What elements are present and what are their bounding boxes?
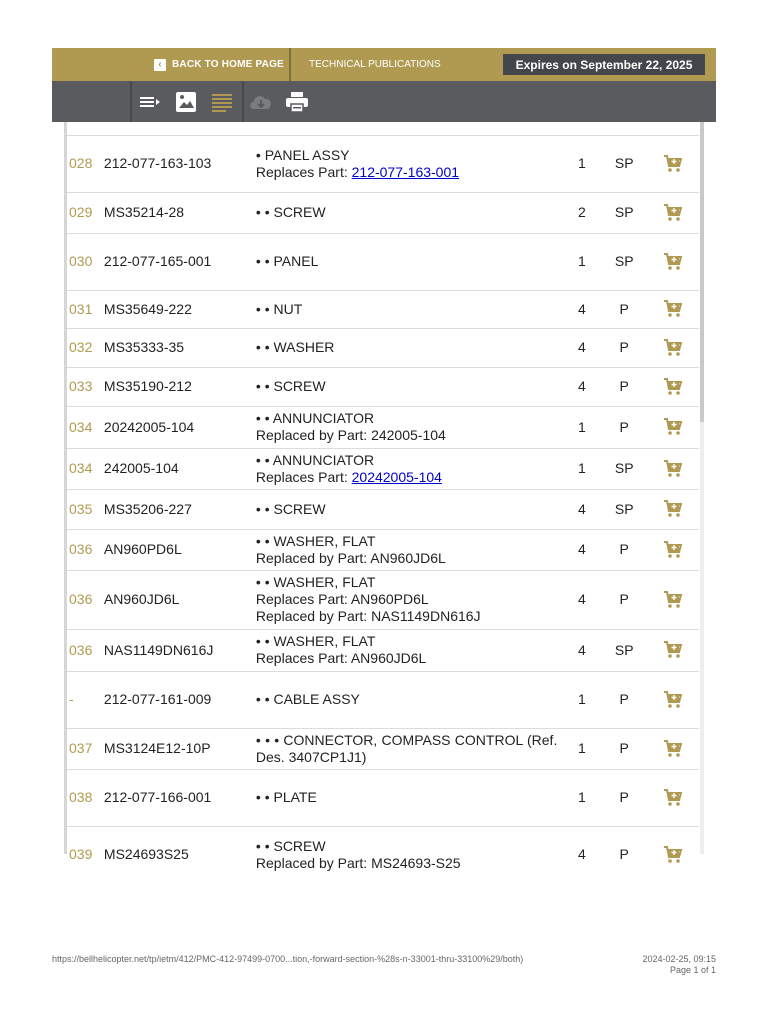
add-to-cart-button[interactable] [648,529,699,570]
table-row [67,233,699,290]
part-number: MS35190-212 [104,367,256,406]
quantity: 1 [563,233,600,290]
description-line: • • PANEL [255,253,319,269]
part-description [256,135,563,192]
table-row [67,406,699,448]
sm-code: SP [601,135,648,192]
description-line: Replaced by Part: 242005-104 [255,427,446,443]
cart-icon[interactable] [663,740,683,758]
table-row-partial [67,122,699,135]
sm-code: SP [601,489,648,529]
part-description [256,489,563,529]
table-row [67,448,699,489]
part-number: 20242005-104 [104,406,256,448]
description-line: Replaces Part: AN960JD6L [255,650,427,666]
part-number: MS35333-35 [104,328,256,367]
cart-icon[interactable] [663,253,683,271]
add-to-cart-button[interactable] [648,489,699,529]
part-description [256,769,563,826]
cart-icon[interactable] [663,204,683,222]
part-number: NAS1149DN616J [104,629,256,671]
sm-code: P [601,328,648,367]
add-to-cart-button[interactable] [648,328,699,367]
cart-icon[interactable] [663,500,683,518]
add-to-cart-button[interactable] [648,728,699,769]
part-number: MS3124E12-10P [104,728,256,769]
item-number: 038 [67,769,104,826]
toolbar-divider [242,81,244,122]
quantity: 1 [563,448,600,489]
cart-icon[interactable] [663,418,683,436]
parts-table [67,122,699,883]
sm-code: SP [601,629,648,671]
replaces-part-line [256,164,563,181]
part-number: 212-077-161-009 [104,671,256,728]
replaces-part-label: Replaces Part: [255,163,352,180]
item-number: 037 [67,728,104,769]
part-description [256,367,563,406]
quantity: 4 [563,489,600,529]
item-number: 036 [67,629,104,671]
item-number: 030 [67,233,104,290]
quantity: 1 [563,728,600,769]
add-to-cart-button[interactable] [648,769,699,826]
footer-url: https://bellhelicopter.net/tp/ietm/412/PMC-412-97499-0700...tion,-forward-section-%28s-n-33001-thru-33100%29/both) [52,954,524,964]
cart-icon[interactable] [663,378,683,396]
table-row [67,529,699,570]
description-line: • • ANNUNCIATOR [255,410,375,426]
part-description [256,728,563,769]
cart-icon[interactable] [663,641,683,659]
cart-icon[interactable] [663,541,683,559]
part-description [256,328,563,367]
table-row [67,489,699,529]
description-line: • • CABLE ASSY [255,691,360,707]
description-line: • • SCREW [255,837,326,854]
description-line: • • • CONNECTOR, COMPASS CONTROL (Ref. Des. 3407CP1J1) [255,731,558,765]
sm-code: SP [601,233,648,290]
item-number: 036 [67,529,104,570]
item-number: 034 [67,448,104,489]
expiration-badge: Expires on September 22, 2025 [503,54,705,75]
toolbar-divider [130,81,132,122]
add-to-cart-button[interactable] [648,233,699,290]
description-line: • • SCREW [255,378,326,394]
table-row [67,192,699,233]
add-to-cart-button[interactable] [648,192,699,233]
replaces-part-link[interactable]: 212-077-163-001 [351,163,460,180]
cart-icon[interactable] [663,846,683,864]
table-row [67,290,699,328]
quantity: 4 [563,290,600,328]
part-number: 212-077-166-001 [104,769,256,826]
description-line: • • WASHER, FLAT [255,574,376,590]
description-line: Replaced by Part: MS24693-S25 [255,854,461,871]
item-number: 034 [67,406,104,448]
header-divider [289,48,291,81]
item-number: 031 [67,290,104,328]
download-cloud-icon[interactable] [248,91,270,113]
quantity: 2 [563,192,600,233]
part-number: 212-077-165-001 [104,233,256,290]
table-row [67,671,699,728]
back-to-home-link[interactable] [154,48,284,81]
description-line: Replaces Part: AN960PD6L [255,591,429,607]
quantity: 1 [563,769,600,826]
quantity: 4 [563,328,600,367]
item-number: 029 [67,192,104,233]
table-row [67,728,699,769]
technical-publications-link[interactable]: TECHNICAL PUBLICATIONS [309,59,441,70]
table-row [67,826,699,883]
cart-icon[interactable] [663,460,683,478]
sm-code: P [601,826,648,883]
part-description [256,570,563,629]
description-line: • • SCREW [255,204,326,220]
part-number: 212-077-163-103 [104,135,256,192]
table-row [67,629,699,671]
part-number: 242005-104 [104,448,256,489]
sm-code: P [601,728,648,769]
add-to-cart-button[interactable] [648,570,699,629]
item-number: 039 [67,826,104,883]
cart-icon[interactable] [663,591,683,609]
item-number: 028 [67,135,104,192]
table-row [67,367,699,406]
partial-row-cell [67,122,699,135]
quantity: 4 [563,629,600,671]
add-to-cart-button[interactable] [648,367,699,406]
quantity: 1 [563,671,600,728]
item-number: 033 [67,367,104,406]
description-line: Replaced by Part: AN960JD6L [255,549,446,566]
add-to-cart-button[interactable] [648,448,699,489]
part-description [256,406,563,448]
header-bar [52,48,716,81]
part-description [256,826,563,883]
cart-icon[interactable] [663,300,683,318]
sm-code: P [601,290,648,328]
cart-icon[interactable] [663,339,683,357]
sm-code: P [601,671,648,728]
footer-datetime [642,954,716,976]
cart-icon[interactable] [663,789,683,807]
table-row [67,570,699,629]
description-line: • • NUT [255,300,303,317]
part-number: MS35214-28 [104,192,256,233]
image-icon[interactable] [175,91,197,113]
part-description [256,671,563,728]
description-line: • • SCREW [255,500,326,517]
quantity: 4 [563,367,600,406]
sm-code: P [601,367,648,406]
sm-code: P [601,570,648,629]
part-description [256,629,563,671]
item-number: 035 [67,489,104,529]
list-view-icon[interactable] [139,91,161,113]
replaces-part-label: Replaces Part: [255,468,352,485]
item-number: - [67,671,104,728]
quantity: 1 [563,406,600,448]
print-icon[interactable] [285,91,307,113]
quantity: 4 [563,529,600,570]
description-line: • • WASHER, FLAT [255,532,376,549]
sm-code: SP [601,192,648,233]
part-number: MS35206-227 [104,489,256,529]
table-row [67,328,699,367]
back-to-home-label: BACK TO HOME PAGE [172,59,284,70]
parts-list-panel [64,122,704,871]
add-to-cart-button[interactable] [648,290,699,328]
toolbar [52,81,716,122]
footer-page-number: Page 1 of 1 [669,965,716,975]
part-description [256,529,563,570]
part-description [256,192,563,233]
part-number: MS24693S25 [104,826,256,883]
table-row [67,135,699,192]
part-description [256,290,563,328]
sm-code: P [601,406,648,448]
cart-icon[interactable] [663,691,683,709]
add-to-cart-button[interactable] [648,826,699,883]
add-to-cart-button[interactable] [648,671,699,728]
table-row [67,769,699,826]
sm-code: P [601,529,648,570]
cart-icon[interactable] [663,155,683,173]
add-to-cart-button[interactable] [648,135,699,192]
description-line: • • WASHER [255,339,335,355]
description-line: • PANEL ASSY [255,146,350,163]
quantity: 1 [563,135,600,192]
item-number: 032 [67,328,104,367]
text-view-icon[interactable] [211,91,233,113]
part-description [256,448,563,489]
add-to-cart-button[interactable] [648,406,699,448]
item-number: 036 [67,570,104,629]
chevron-left-icon: ‹ [154,59,166,71]
sm-code: P [601,769,648,826]
part-description [256,233,563,290]
replaces-part-link[interactable]: 20242005-104 [351,468,442,485]
sm-code: SP [601,448,648,489]
part-number: AN960PD6L [104,529,256,570]
quantity: 4 [563,826,600,883]
description-line: • • WASHER, FLAT [255,633,376,649]
footer-timestamp: 2024-02-25, 09:15 [642,954,716,964]
replaces-part-line [256,469,563,486]
description-line: • • PLATE [255,789,317,805]
add-to-cart-button[interactable] [648,629,699,671]
part-number: MS35649-222 [104,290,256,328]
scrollbar-thumb[interactable] [700,122,704,422]
part-number: AN960JD6L [104,570,256,629]
quantity: 4 [563,570,600,629]
description-line: • • ANNUNCIATOR [255,451,375,468]
description-line: Replaced by Part: NAS1149DN616J [255,608,481,624]
